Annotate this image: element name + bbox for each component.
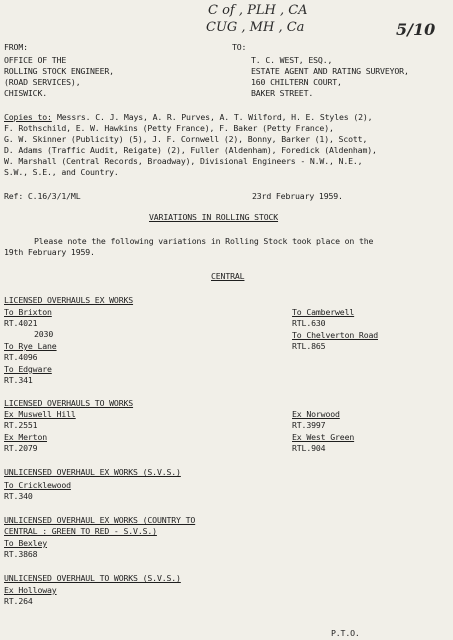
sec4-dest-bexley: To Bexley bbox=[4, 538, 48, 548]
document-date: 23rd February 1959. bbox=[252, 191, 343, 201]
sec3-heading: UNLICENSED OVERHAUL EX WORKS (S.V.S.) bbox=[4, 467, 181, 477]
reference: Ref: C.16/3/1/ML bbox=[4, 191, 81, 201]
sec5-heading: UNLICENSED OVERHAUL TO WORKS (S.V.S.) bbox=[4, 573, 181, 583]
sec1-item-2030: 2030 bbox=[34, 329, 54, 339]
division-heading: CENTRAL bbox=[211, 271, 245, 281]
from-line-2: ROLLING STOCK ENGINEER, bbox=[4, 66, 114, 76]
sec1-item-rt341: RT.341 bbox=[4, 375, 33, 385]
to-line-2: ESTATE AGENT AND RATING SURVEYOR, bbox=[251, 66, 409, 76]
copies-line-2: F. Rothschild, E. W. Hawkins (Petty France), F. Baker (Petty France), bbox=[4, 123, 334, 133]
sec2-item-rt2551: RT.2551 bbox=[4, 420, 38, 430]
document-title: VARIATIONS IN ROLLING STOCK bbox=[149, 212, 279, 222]
copies-label: Copies to: bbox=[4, 112, 52, 122]
copies-line-5: W. Marshall (Central Records, Broadway), Divisional Engineers - N.W., N.E., bbox=[4, 156, 363, 166]
copies-line-1: Messrs. C. J. Mays, A. R. Purves, A. T. Wilford, H. E. Styles (2), bbox=[57, 112, 373, 122]
sec3-item-rt340: RT.340 bbox=[4, 491, 33, 501]
copies-line-4: D. Adams (Traffic Audit, Reigate) (2), Fuller (Aldenham), Foredick (Aldenham), bbox=[4, 145, 377, 155]
sec5-dest-holloway: Ex Holloway bbox=[4, 585, 57, 595]
sec2-heading: LICENSED OVERHAULS TO WORKS bbox=[4, 398, 134, 408]
from-line-4: CHISWICK. bbox=[4, 88, 48, 98]
sec2-dest-norwood: Ex Norwood bbox=[292, 409, 340, 419]
sec1-dest-edgware: To Edgware bbox=[4, 364, 52, 374]
from-line-3: (ROAD SERVICES), bbox=[4, 77, 81, 87]
sec2-item-rt3997: RT.3997 bbox=[292, 420, 326, 430]
handwritten-annotation-second: CUG , MH , Ca bbox=[206, 20, 305, 35]
sec1-dest-rye-lane: To Rye Lane bbox=[4, 341, 57, 351]
sec2-dest-merton: Ex Merton bbox=[4, 432, 48, 442]
handwritten-ref-mark: 5/10 bbox=[396, 20, 436, 39]
to-line-3: 160 CHILTERN COURT, bbox=[251, 77, 342, 87]
sec2-dest-west-green: Ex West Green bbox=[292, 432, 355, 442]
sec1-dest-chelverton-road: To Chelverton Road bbox=[292, 330, 379, 340]
sec1-item-rt4021: RT.4021 bbox=[4, 318, 38, 328]
sec1-dest-camberwell: To Camberwell bbox=[292, 307, 355, 317]
sec5-item-rt264: RT.264 bbox=[4, 596, 33, 606]
from-label: FROM: bbox=[4, 42, 28, 52]
sec4-heading-line-2: CENTRAL : GREEN TO RED - S.V.S.) bbox=[4, 526, 157, 536]
copies-line-3: G. W. Skinner (Publicity) (5), J. F. Cornwell (2), Bonny, Barker (1), Scott, bbox=[4, 134, 368, 144]
sec4-heading-line-1: UNLICENSED OVERHAUL EX WORKS (COUNTRY TO bbox=[4, 515, 196, 525]
intro-line-2: 19th February 1959. bbox=[4, 247, 95, 257]
to-line-4: BAKER STREET. bbox=[251, 88, 314, 98]
sec2-dest-muswell-hill: Ex Muswell Hill bbox=[4, 409, 76, 419]
sec1-item-rtl865: RTL.865 bbox=[292, 341, 326, 351]
sec3-dest-cricklewood: To Cricklewood bbox=[4, 480, 71, 490]
sec1-item-rt4096: RT.4096 bbox=[4, 352, 38, 362]
handwritten-annotation-top: C of , PLH , CA bbox=[208, 3, 308, 18]
from-line-1: OFFICE OF THE bbox=[4, 55, 67, 65]
sec1-dest-brixton: To Brixton bbox=[4, 307, 52, 317]
sec2-item-rtl904: RTL.904 bbox=[292, 443, 326, 453]
sec1-heading: LICENSED OVERHAULS EX WORKS bbox=[4, 295, 134, 305]
to-line-1: T. C. WEST, ESQ., bbox=[251, 55, 333, 65]
sec2-item-rt2079: RT.2079 bbox=[4, 443, 38, 453]
copies-line-6: S.W., S.E., and Country. bbox=[4, 167, 119, 177]
sec4-item-rt3868: RT.3868 bbox=[4, 549, 38, 559]
sec1-item-rtl630: RTL.630 bbox=[292, 318, 326, 328]
to-label: TO: bbox=[232, 42, 247, 52]
intro-line-1: Please note the following variations in Rolling Stock took place on the bbox=[34, 236, 374, 246]
pto-note: P.T.O. bbox=[331, 628, 360, 638]
